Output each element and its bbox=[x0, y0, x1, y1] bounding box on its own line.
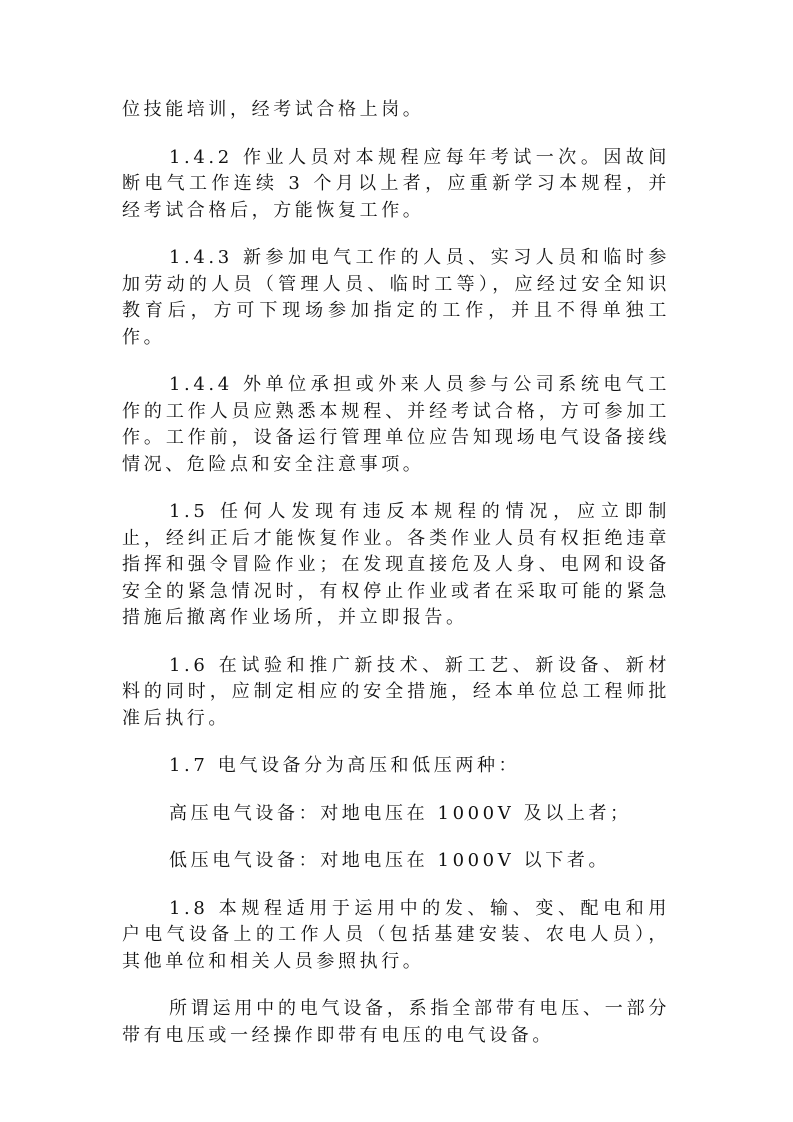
paragraph-1-4-2: 1.4.2 作业人员对本规程应每年考试一次。因故间断电气工作连续 3 个月以上者，应重新学习本规程，并经考试合格后，方能恢复工作。 bbox=[122, 146, 670, 221]
paragraph-definition: 所谓运用中的电气设备，系指全部带有电压、一部分带有电压或一经操作即带有电压的电气设备。 bbox=[122, 998, 670, 1046]
paragraph-high-voltage: 高压电气设备：对地电压在 1000V 及以上者； bbox=[169, 802, 632, 824]
document-page bbox=[122, 97, 670, 1070]
paragraph-continuation: 位技能培训，经考试合格上岗。 bbox=[122, 99, 425, 120]
paragraph-1-8: 1.8 本规程适用于运用中的发、输、变、配电和用户电气设备上的工作人员（包括基建安装、农电人员），其他单位和相关人员参照执行。 bbox=[122, 897, 670, 972]
paragraph-1-4-3: 1.4.3 新参加电气工作的人员、实习人员和临时参加劳动的人员（管理人员、临时工等），应经过安全知识教育后，方可下现场参加指定的工作，并且不得单独工作。 bbox=[122, 247, 670, 348]
paragraph-low-voltage: 低压电气设备：对地电压在 1000V 以下者。 bbox=[169, 850, 611, 871]
paragraph-1-6: 1.6 在试验和推广新技术、新工艺、新设备、新材料的同时，应制定相应的安全措施，经本单位总工程师批准后执行。 bbox=[122, 654, 670, 729]
paragraph-1-5: 1.5 任何人发现有违反本规程的情况，应立即制止，经纠正后才能恢复作业。各类作业人员有权拒绝违章指挥和强令冒险作业；在发现直接危及人身、电网和设备安全的紧急情况时，有权停止作业或者在采取可能的紧急措施后撤离作业场所，并立即报告。 bbox=[122, 501, 670, 628]
paragraph-1-4-4: 1.4.4 外单位承担或外来人员参与公司系统电气工作的工作人员应熟悉本规程、并经考试合格，方可参加工作。工作前，设备运行管理单位应告知现场电气设备接线情况、危险点和安全注意事项。 bbox=[122, 374, 670, 475]
paragraph-1-7: 1.7 电气设备分为高压和低压两种： bbox=[169, 755, 521, 776]
